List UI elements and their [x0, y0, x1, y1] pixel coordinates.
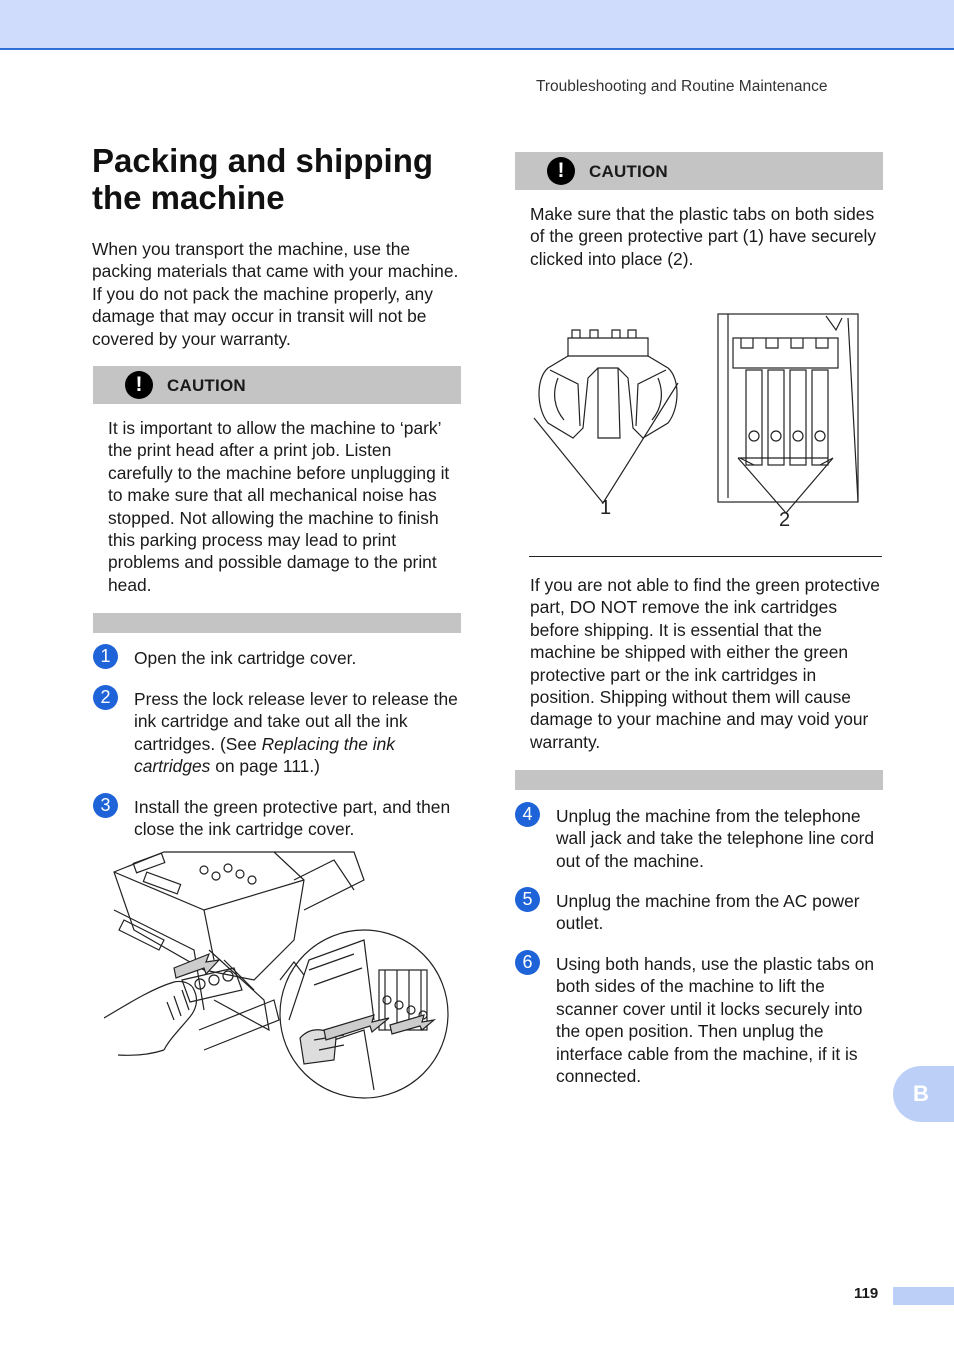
step-number: 3: [93, 793, 118, 818]
cross-reference-link[interactable]: Replacing the ink cartridges: [134, 733, 396, 777]
running-title: Troubleshooting and Routine Maintenance: [536, 78, 828, 95]
caution-text: Make sure that the plastic tabs on both sides of the green protective part (1) have securely clicked into place (2).: [530, 204, 877, 269]
step-number: 6: [515, 950, 540, 975]
step-text-part: on page 111.): [210, 756, 320, 777]
protective-part-install-illustration: [104, 850, 450, 1102]
step-text: Unplug the machine from the AC power outlet.: [556, 891, 860, 934]
protective-part-callout-illustration: [528, 308, 868, 538]
step-number: 1: [93, 644, 118, 669]
step-number: 5: [515, 887, 540, 912]
caution-end-bar: [515, 770, 883, 790]
caution-end-bar: [93, 613, 461, 633]
step-text: Unplug the machine from the telephone wall jack and take the telephone line cord out of the machine.: [556, 806, 875, 871]
step-text: Install the green protective part, and then close the ink cartridge cover.: [134, 797, 451, 840]
intro-paragraph: When you transport the machine, use the packing materials that came with your machine. If you do not pack the machine properly, any damage that may occur in transit will not be covered by your warranty.: [92, 239, 459, 349]
caution-label: CAUTION: [589, 162, 668, 181]
callout-2: 2: [779, 509, 791, 531]
caution-banner: [93, 366, 461, 404]
caution-text: It is important to allow the machine to ‘park’ the print head after a print job. Listen carefully to the machine before unplugging it to make sure that all mechanical noise has stopped. Not allowing the machine to finish this parking process may lead to print problems and possible damage to the print head.: [108, 418, 450, 595]
caution-label: CAUTION: [167, 376, 246, 395]
divider: [529, 556, 882, 557]
page-number-tab: [893, 1287, 954, 1305]
step-number: 4: [515, 802, 540, 827]
header-band: [0, 0, 954, 50]
step-text: Using both hands, use the plastic tabs on both sides of the machine to lift the scanner cover until it locks securely into the open position. Then unplug the interface cable from the machine, if it is connected.: [556, 954, 875, 1087]
exclamation-icon: !: [125, 371, 153, 399]
step-text-part: Press the lock release lever to release the ink cartridge and take out all the ink cartridges. (See: [134, 689, 458, 754]
chapter-tab: B: [893, 1066, 954, 1122]
section-title: Packing and shipping the machine: [92, 142, 434, 216]
step-text: [134, 688, 460, 778]
exclamation-icon: !: [547, 157, 575, 185]
step-text: Open the ink cartridge cover.: [134, 648, 357, 668]
note-paragraph: If you are not able to find the green protective part, DO NOT remove the ink cartridges before shipping. It is essential that the machine be shipped with either the green protective part or the ink cartridges in position. Shipping without them will cause damage to your machine and may void your warranty.: [530, 575, 880, 752]
step-number: 2: [93, 685, 118, 710]
page-number: 119: [854, 1285, 879, 1302]
callout-1: 1: [600, 497, 612, 519]
caution-banner: [515, 152, 883, 190]
